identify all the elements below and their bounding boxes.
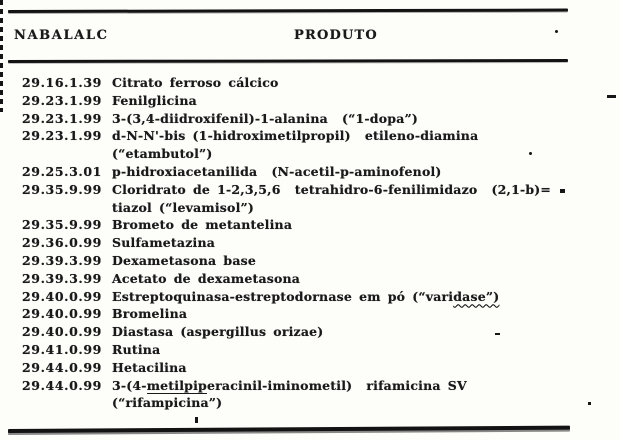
product-cell: p-hidroxiacetanilida (N-acetil-p-aminofenol) (112, 163, 442, 179)
product-cell: Acetato de dexametasona (112, 270, 301, 286)
scan-artifact-right-tick (607, 95, 616, 98)
product-cell: 3-(3,4-diidroxifenil)-1-alanina (“1-dopa”) (112, 110, 419, 126)
product-cell: tiazol (“levamisol”) (112, 199, 255, 215)
product-cell: Fenilglicina (112, 92, 197, 108)
product-cell: d-N-N'-bis (1-hidroximetilpropil) etileno-diamina (112, 128, 479, 144)
table-row (0, 253, 620, 271)
code-cell: 29.41.0.99 (22, 341, 102, 357)
code-cell: 29.40.0.99 (22, 306, 102, 322)
code-cell: 29.40.0.99 (22, 324, 102, 340)
top-rule (8, 9, 568, 13)
scan-artifact-bottom-tick (195, 417, 198, 423)
product-cell: Rutina (112, 341, 161, 357)
table-row (0, 360, 620, 378)
table-row (0, 378, 620, 396)
table-body (0, 75, 620, 413)
table-row (0, 306, 620, 324)
code-cell: 29.39.3.99 (22, 270, 102, 286)
scan-artifact-left-edge (0, 0, 3, 112)
scan-artifact-dot (588, 402, 591, 405)
scan-artifact-dot (529, 152, 532, 155)
table-row (0, 182, 620, 200)
scan-artifact-dot (555, 30, 558, 33)
code-cell: 29.35.9.99 (22, 217, 102, 233)
table-row (0, 93, 620, 111)
code-cell: 29.16.1.39 (22, 75, 102, 90)
table-row (0, 342, 620, 360)
code-cell: 29.36.0.99 (22, 235, 102, 251)
product-cell: Bromelina (112, 306, 188, 322)
product-cell: Citrato ferroso cálcico (112, 75, 279, 90)
code-cell: 29.44.0.99 (22, 377, 102, 393)
product-cell: Brometo de metantelina (112, 217, 293, 233)
code-cell: 29.23.1.99 (22, 110, 102, 126)
table-row (0, 128, 620, 146)
table-row (0, 146, 620, 164)
product-cell: (“etambutol”) (112, 146, 213, 162)
code-cell: 29.40.0.99 (22, 288, 102, 304)
code-cell: 29.25.3.01 (22, 163, 102, 179)
product-cell: Hetacilina (112, 359, 187, 375)
table-row (0, 271, 620, 289)
header-rule (8, 59, 568, 62)
scan-artifact-mark (560, 189, 565, 193)
code-cell: 29.35.9.99 (22, 181, 102, 197)
product-cell: Diastasa (aspergillus orizae) (112, 324, 324, 340)
code-cell: 29.23.1.99 (22, 92, 102, 108)
table-row (0, 75, 620, 93)
column-header-nabalalc: NABALALC (14, 28, 109, 43)
table-row (0, 111, 620, 129)
scan-artifact-dash (495, 333, 500, 335)
product-cell: Estreptoquinasa-estreptodornase em pó (“varidase”) (112, 288, 500, 304)
table-row (0, 164, 620, 182)
table-row (0, 324, 620, 342)
code-cell: 29.44.0.99 (22, 359, 102, 375)
bottom-rule (8, 426, 570, 433)
code-cell: 29.23.1.99 (22, 128, 102, 144)
table-row (0, 395, 620, 413)
table-row (0, 217, 620, 235)
product-cell: 3-(4-metilpiperacinil-iminometil) rifamicina SV (112, 377, 467, 393)
table-row (0, 289, 620, 307)
product-cell: (“rifampicina”) (112, 395, 223, 411)
product-cell: Dexametasona base (112, 252, 257, 268)
code-cell: 29.39.3.99 (22, 252, 102, 268)
table-row (0, 235, 620, 253)
column-header-produto: PRODUTO (294, 28, 378, 43)
product-cell: Cloridrato de 1-2,3,5,6 tetrahidro-6-fenilimidazo (2,1-b)= (112, 181, 552, 197)
product-cell: Sulfametazina (112, 235, 216, 251)
table-row (0, 200, 620, 218)
